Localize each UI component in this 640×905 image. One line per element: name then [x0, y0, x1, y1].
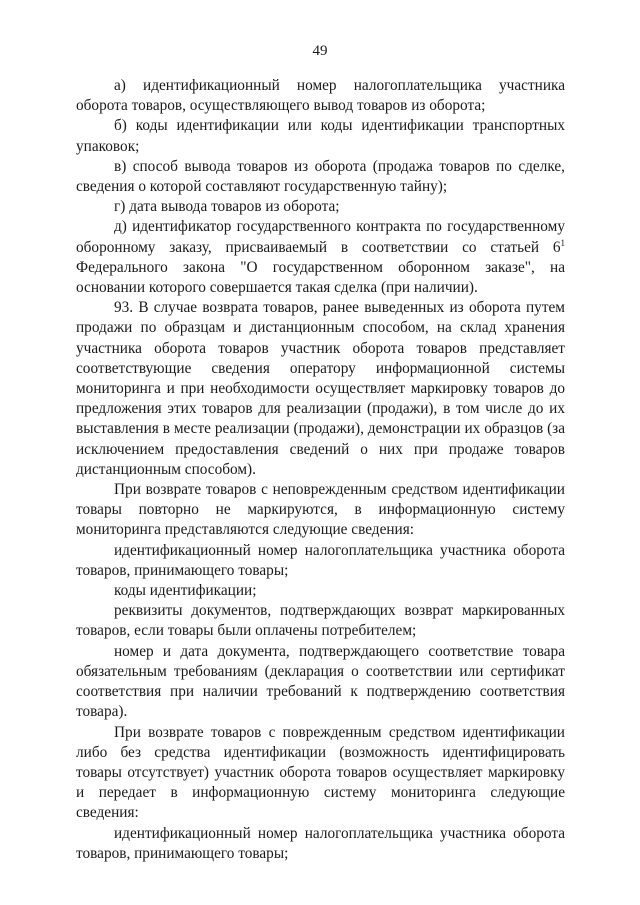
paragraph-d-text-continued: Федерального закона "О государственном оборонном заказе", на основании которого совершается такая сделка (при наличии).: [76, 258, 565, 297]
document-body: [76, 76, 565, 864]
paragraph-damaged-return: При возврате товаров с поврежденным средством идентификации либо без средства идентификации (возможность идентифицировать товары отсутствует) участник оборота товаров осуществляет маркировку и передает в информационную систему мониторинга следующие сведения:: [76, 723, 565, 822]
paragraph-identification-codes: коды идентификации;: [114, 582, 257, 600]
paragraph-inn-receiver-2: идентификационный номер налогоплательщика участника оборота товаров, принимающего товары;: [76, 824, 565, 862]
paragraph-d-text: д) идентификатор государственного контракта по государственному оборонному заказу, присваиваемый в соответствии со статьей 6: [76, 218, 565, 256]
article-superscript: 1: [560, 237, 565, 248]
paragraph-93: 93. В случае возврата товаров, ранее выведенных из оборота путем продажи по образцам и дистанционным способом, на склад хранения участника оборота товаров участник оборота товаров представляет соответствующие сведения оператору информационной системы мониторинга и при необходимости осуществляет маркировку товаров до предложения этих товаров для реализации (продажи), в том числе до их выставления в месте реализации (продажи), демонстрации их образцов (за исключением предоставления сведений о них при продаже товаров дистанционным способом).: [76, 299, 565, 478]
paragraph-d: [76, 217, 565, 298]
paragraph-inn-receiver: идентификационный номер налогоплательщика участника оборота товаров, принимающего товары;: [76, 541, 565, 579]
paragraph-g: г) дата вывода товаров из оборота;: [114, 198, 340, 216]
paragraph-conformity-document: номер и дата документа, подтверждающего соответствие товара обязательным требованиям (декларация о соответствии или сертификат соответствия при наличии требований к подтверждению соответствия товара).: [76, 642, 565, 721]
paragraph-return-documents: реквизиты документов, подтверждающих возврат маркированных товаров, если товары были оплачены потребителем;: [76, 602, 565, 640]
paragraph-undamaged-return: При возврате товаров с неповрежденным средством идентификации товары повторно не маркируются, в информационную систему мониторинга представляются следующие сведения:: [76, 481, 565, 539]
page-number: 49: [312, 43, 328, 59]
paragraph-b: б) коды идентификации или коды идентификации транспортных упаковок;: [76, 117, 565, 155]
paragraph-v: в) способ вывода товаров из оборота (продажа товаров по сделке, сведения о которой составляют государственную тайну);: [76, 157, 565, 196]
paragraph-a: а) идентификационный номер налогоплательщика участника оборота товаров, осуществляющего вывод товаров из оборота;: [76, 77, 565, 115]
